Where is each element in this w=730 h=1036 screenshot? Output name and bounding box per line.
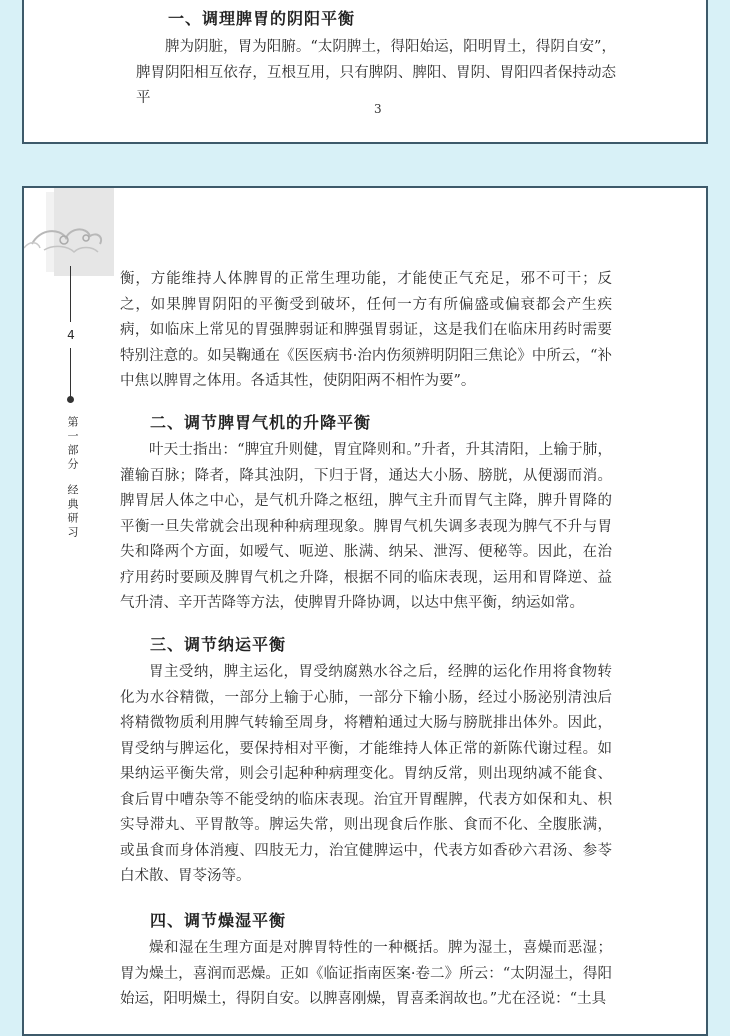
sidebar-part-label: 第一部分 bbox=[66, 416, 79, 472]
sidebar-dot bbox=[67, 396, 74, 403]
section-three-paragraph: 胃主受纳，脾主运化，胃受纳腐熟水谷之后，经脾的运化作用将食物转化为水谷精微，一部分上输于心肺，一部分下输小肠，经过小肠泌别清浊后将精微物质利用脾气转输至周身，将糟粕通过大肠与膀胱排出体外。因此，胃受纳与脾运化，要保持相对平衡，才能维持人体正常的新陈代谢过程。如果纳运平衡失常，则会引起种种病理变化。胃纳反常，则出现纳减不能食、食后胃中嘈杂等不能受纳的临床表现。治宜开胃醒脾，代表方如保和丸、枳实导滞丸、平胃散等。脾运失常，则出现食后作胀、食而不化、全腹胀满，或虽食而身体消瘦、四肢无力，治宜健脾运中，代表方如香砂六君汤、参苓白术散、胃苓汤等。 bbox=[120, 664, 612, 884]
page-3 bbox=[22, 0, 708, 144]
page-4 bbox=[22, 186, 708, 1036]
sidebar-title-label: 经典研习 bbox=[66, 484, 79, 540]
sidebar-marker bbox=[56, 266, 86, 566]
section-four-paragraph: 燥和湿在生理方面是对脾胃特性的一种概括。脾为湿土，喜燥而恶湿；胃为燥土，喜润而恶燥。正如《临证指南医案·卷二》所云：“太阴湿土，得阳始运，阳明燥土，得阴自安。以脾喜刚燥，胃喜柔润故也。”尤在泾说：“土具 bbox=[120, 940, 612, 1007]
section-three-title: 三、调节纳运平衡 bbox=[150, 635, 287, 654]
section-two-paragraph: 叶天士指出：“脾宜升则健，胃宜降则和。”升者，升其清阳，上输于肺，灌输百脉；降者，降其浊阴，下归于肾，通达大小肠、膀胱，从便溺而消。脾胃居人体之中心，是气机升降之枢纽，脾气主升而胃气主降，脾升胃降的平衡一旦失常就会出现种种病理现象。脾胃气机失调多表现为脾气不升与胃失和降两个方面，如嗳气、呃逆、胀满、纳呆、泄泻、便秘等。因此，在治疗用药时要顾及脾胃气机之升降，根据不同的临床表现，运用和胃降逆、益气升清、辛开苦降等方法，使脾胃升降协调，以达中焦平衡，纳运如常。 bbox=[120, 442, 612, 611]
section-one-title: 一、调理脾胃的阴阳平衡 bbox=[168, 9, 356, 28]
sidebar-rule-top bbox=[70, 266, 71, 322]
page-3-paragraph: 脾为阴脏，胃为阳腑。“太阴脾土，得阳始运，阳明胃土，得阴自安”，脾胃阴阳相互依存，互根互用，只有脾阴、脾阳、胃阴、胃阳四者保持动态平 bbox=[136, 39, 616, 106]
section-two-title: 二、调节脾胃气机的升降平衡 bbox=[150, 413, 372, 432]
page-number-3: 3 bbox=[374, 102, 382, 116]
intro-paragraph: 衡，方能维持人体脾胃的正常生理功能，才能使正气充足，邪不可干；反之，如果脾胃阴阳的平衡受到破坏，任何一方有所偏盛或偏衰都会产生疾病，如临床上常见的胃强脾弱证和脾强胃弱证，这是我们在临床用药时需要特别注意的。如吴鞠通在《医医病书·治内伤须辨明阴阳三焦论》中所云，“补中焦以脾胃之体用。各适其性，使阴阳两不相忤为要”。 bbox=[120, 271, 612, 389]
cloud-ornament-icon bbox=[24, 188, 114, 276]
section-four-title: 四、调节燥湿平衡 bbox=[150, 911, 287, 930]
sidebar-page-number: 4 bbox=[67, 328, 75, 342]
sidebar-rule-middle bbox=[70, 348, 71, 398]
